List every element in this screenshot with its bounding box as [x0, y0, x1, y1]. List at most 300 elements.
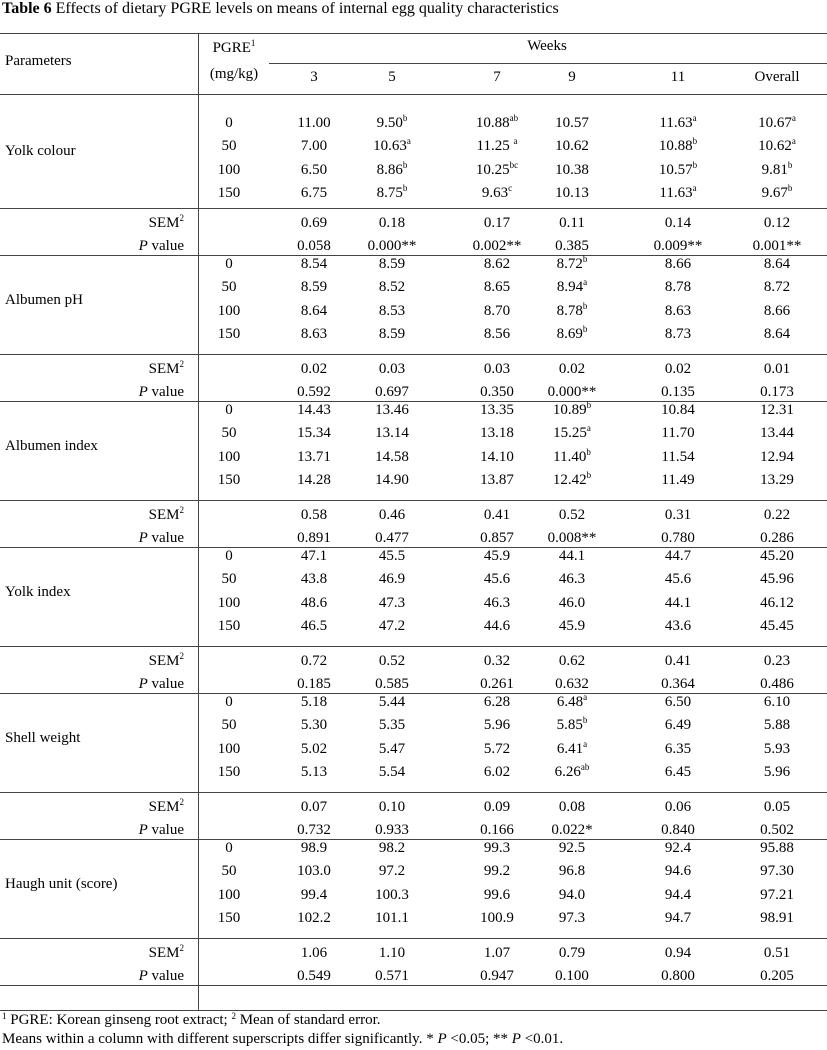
- p-value: 0.100: [555, 968, 589, 984]
- p-value: 0.009**: [653, 238, 703, 254]
- cell-value: 13.29: [760, 471, 794, 488]
- cell-value: 45.9: [558, 617, 586, 634]
- data-cell: [375, 887, 409, 904]
- cell-value: 8.62: [483, 256, 511, 272]
- cell-value: 6.50: [300, 161, 328, 178]
- cell-value: 9.63: [481, 184, 509, 201]
- sem-value: 0.23: [763, 653, 791, 669]
- pgre-level: 50: [221, 279, 237, 296]
- sem-value: 0.03: [378, 361, 406, 377]
- cell-value: 8.59: [378, 256, 406, 272]
- data-cell: [375, 425, 409, 442]
- data-cell: [301, 162, 327, 179]
- cell-value: 15.34: [297, 425, 331, 442]
- cell-value: 13.18: [480, 425, 514, 442]
- p-value: 0.135: [661, 384, 695, 400]
- pgre-level: 100: [217, 594, 241, 611]
- data-cell: [556, 323, 588, 343]
- sem-label: [149, 361, 184, 378]
- data-cell: [557, 717, 588, 734]
- sem-superscript: 2: [179, 505, 184, 515]
- data-cell: [377, 115, 408, 132]
- data-cell: [375, 402, 409, 419]
- cell-value: 103.0: [297, 863, 331, 880]
- data-cell: [760, 840, 794, 857]
- data-cell: [559, 840, 585, 857]
- pgre-level: 50: [221, 717, 237, 734]
- p-value-label: [139, 676, 184, 693]
- cell-value: 8.64: [763, 256, 791, 272]
- cell-value: 5.88: [763, 717, 791, 734]
- cell-superscript: c: [508, 182, 513, 193]
- data-cell: [764, 256, 790, 273]
- data-cell: [297, 863, 331, 880]
- data-cell: [665, 717, 691, 734]
- data-cell: [758, 138, 796, 155]
- data-cell: [760, 571, 794, 588]
- cell-value: 8.78: [556, 302, 583, 319]
- p-value: 0.173: [760, 384, 794, 400]
- p-rest: value: [147, 968, 184, 984]
- pgre-level: 0: [225, 694, 233, 710]
- data-cell: [484, 256, 510, 273]
- pgre-level: 100: [217, 302, 241, 319]
- cell-value: 8.75: [376, 184, 403, 201]
- cell-value: 97.3: [558, 909, 586, 926]
- cell-value: 46.0: [558, 594, 586, 611]
- table-label: Table 6: [2, 0, 52, 17]
- data-cell: [665, 764, 691, 781]
- sem-value: 0.69: [300, 215, 328, 231]
- cell-superscript: a: [406, 136, 411, 147]
- header-pgre-unit: (mg/kg): [209, 66, 259, 82]
- sem-value: 0.02: [664, 361, 692, 377]
- p-value: 0.585: [375, 676, 409, 692]
- cell-value: 45.45: [760, 617, 794, 634]
- data-cell: [559, 595, 585, 612]
- cell-superscript: b: [582, 300, 588, 311]
- group-rule: [0, 985, 827, 986]
- p-value: 0.800: [661, 968, 695, 984]
- data-cell: [760, 595, 794, 612]
- cell-value: 45.20: [760, 548, 794, 564]
- parameter-name: Albumen pH: [5, 292, 83, 309]
- rule-header: [0, 94, 827, 95]
- sem-value: 0.01: [763, 361, 791, 377]
- data-cell: [556, 738, 588, 758]
- data-cell: [665, 618, 691, 635]
- data-cell: [484, 571, 510, 588]
- sem-value: 0.22: [763, 507, 791, 523]
- p-value: 0.058: [297, 238, 331, 254]
- cell-value: 47.2: [378, 617, 406, 634]
- cell-value: 8.65: [483, 279, 511, 296]
- sem-value: 1.10: [378, 945, 406, 961]
- data-cell: [379, 303, 405, 320]
- cell-value: 10.38: [555, 161, 589, 178]
- pgre-level: 0: [225, 115, 233, 131]
- p-italic: P: [138, 676, 148, 692]
- p-value: 0.947: [480, 968, 514, 984]
- sem-superscript: 2: [179, 797, 184, 807]
- sem-value: 1.07: [483, 945, 511, 961]
- sem-value: 0.09: [483, 799, 511, 815]
- data-cell: [659, 182, 697, 202]
- cell-value: 97.2: [378, 863, 406, 880]
- data-cell: [480, 402, 514, 419]
- cell-value: 13.35: [480, 402, 514, 418]
- cell-value: 11.49: [661, 471, 695, 488]
- cell-value: 43.8: [300, 571, 328, 588]
- cell-value: 8.53: [378, 302, 406, 319]
- sem-text: SEM: [148, 945, 180, 961]
- cell-superscript: a: [583, 692, 588, 702]
- data-cell: [559, 618, 585, 635]
- data-cell: [477, 138, 518, 155]
- data-cell: [760, 863, 794, 880]
- data-cell: [376, 182, 408, 202]
- data-cell: [484, 595, 510, 612]
- cell-value: 8.52: [378, 279, 406, 296]
- cell-value: 10.25: [475, 161, 510, 178]
- cell-value: 6.41: [556, 740, 584, 757]
- data-cell: [665, 887, 691, 904]
- data-cell: [559, 863, 585, 880]
- p-value: 0.000**: [367, 238, 417, 254]
- cell-value: 10.67: [758, 115, 792, 131]
- data-cell: [555, 185, 589, 202]
- sem-label: [149, 653, 184, 670]
- cell-value: 10.88: [658, 138, 693, 155]
- cell-value: 8.73: [664, 325, 692, 342]
- data-cell: [301, 764, 327, 781]
- cell-superscript: a: [583, 277, 588, 288]
- cell-value: 13.87: [480, 471, 514, 488]
- group-rule: [0, 255, 827, 256]
- sem-superscript: 2: [179, 213, 184, 223]
- data-cell: [475, 159, 519, 179]
- cell-value: 46.9: [378, 571, 406, 588]
- sem-value: 0.31: [664, 507, 692, 523]
- cell-value: 5.02: [300, 740, 328, 757]
- cell-value: 11.54: [661, 448, 695, 465]
- data-cell: [379, 279, 405, 296]
- cell-value: 9.67: [761, 184, 788, 201]
- cell-superscript: a: [791, 113, 796, 123]
- cell-value: 6.26: [554, 763, 581, 780]
- p-value-label: [139, 822, 184, 839]
- sem-value: 0.62: [558, 653, 586, 669]
- cell-value: 6.35: [664, 740, 692, 757]
- data-cell: [301, 717, 327, 734]
- cell-value: 5.96: [763, 763, 791, 780]
- cell-value: 8.56: [483, 325, 511, 342]
- group-rule: [0, 500, 827, 501]
- data-cell: [375, 472, 409, 489]
- data-cell: [665, 279, 691, 296]
- data-cell: [484, 764, 510, 781]
- cell-value: 10.62: [758, 138, 792, 155]
- data-cell: [484, 863, 510, 880]
- cell-value: 6.49: [664, 717, 692, 734]
- column-header: 3: [310, 69, 318, 85]
- cell-superscript: b: [692, 159, 698, 170]
- p-value-label: [139, 530, 184, 547]
- data-cell: [379, 595, 405, 612]
- cell-value: 92.4: [664, 840, 692, 856]
- cell-value: 10.84: [661, 402, 695, 418]
- p-italic: P: [138, 822, 148, 838]
- cell-value: 44.1: [558, 548, 586, 564]
- group-rule: [0, 547, 827, 548]
- p-italic: P: [138, 238, 148, 254]
- data-cell: [764, 764, 790, 781]
- data-cell: [556, 300, 588, 320]
- sem-superscript: 2: [179, 651, 184, 661]
- footnote-2: Means within a column with different superscripts differ significantly. * P <0.05; ** P <0.01.: [2, 1031, 564, 1047]
- data-cell: [659, 115, 696, 132]
- data-cell: [661, 425, 694, 442]
- cell-value: 13.71: [297, 448, 331, 465]
- cell-superscript: b: [586, 400, 592, 410]
- cell-value: 5.96: [483, 717, 511, 734]
- cell-superscript: bc: [509, 159, 519, 170]
- p-value: 0.891: [297, 530, 331, 546]
- cell-value: 10.89: [552, 402, 587, 418]
- pgre-level: 0: [225, 548, 233, 564]
- cell-value: 8.72: [763, 279, 791, 296]
- cell-value: 95.88: [760, 840, 794, 856]
- cell-value: 99.2: [483, 863, 511, 880]
- data-cell: [761, 159, 793, 179]
- pgre-level: 0: [225, 402, 233, 418]
- data-cell: [484, 741, 510, 758]
- data-cell: [379, 256, 405, 273]
- cell-value: 45.5: [378, 548, 406, 564]
- pgre-level: 100: [217, 740, 241, 757]
- cell-value: 8.69: [556, 325, 583, 342]
- p-value: 0.502: [760, 822, 794, 838]
- cell-value: 8.66: [763, 302, 791, 319]
- data-cell: [760, 449, 794, 466]
- column-header: 11: [670, 69, 686, 85]
- cell-value: 97.30: [760, 863, 794, 880]
- data-cell: [665, 840, 691, 857]
- cell-value: 11.25: [476, 138, 514, 155]
- cell-value: 98.9: [300, 840, 328, 856]
- data-cell: [297, 425, 331, 442]
- cell-value: 5.85: [556, 717, 583, 734]
- cell-superscript: a: [692, 113, 697, 123]
- cell-value: 8.78: [664, 279, 692, 296]
- pgre-level: 0: [225, 256, 233, 272]
- cell-value: 48.6: [300, 594, 328, 611]
- cell-value: 6.28: [483, 694, 511, 710]
- data-cell: [480, 910, 514, 927]
- sem-value: 0.17: [483, 215, 511, 231]
- cell-value: 44.6: [483, 617, 511, 634]
- data-cell: [301, 887, 327, 904]
- cell-value: 6.48: [556, 694, 584, 710]
- data-cell: [301, 279, 327, 296]
- data-cell: [661, 402, 695, 419]
- p-value: 0.001**: [752, 238, 802, 254]
- cell-value: 8.64: [763, 325, 791, 342]
- data-cell: [484, 717, 510, 734]
- data-cell: [658, 159, 698, 179]
- pgre-level: 150: [217, 617, 241, 634]
- data-cell: [301, 618, 327, 635]
- data-cell: [555, 162, 589, 179]
- p-rest: value: [147, 530, 184, 546]
- p-value: 0.350: [480, 384, 514, 400]
- cell-value: 13.44: [760, 425, 794, 442]
- data-cell: [301, 694, 327, 711]
- cell-value: 8.54: [300, 256, 328, 272]
- p-value: 0.261: [480, 676, 514, 692]
- cell-value: 6.45: [664, 763, 692, 780]
- data-cell: [553, 402, 591, 419]
- p-value-label: [139, 384, 184, 401]
- column-divider: [198, 34, 199, 1011]
- data-cell: [379, 840, 405, 857]
- cell-value: 14.43: [297, 402, 331, 418]
- p-value: 0.632: [555, 676, 589, 692]
- sem-value: 0.12: [763, 215, 791, 231]
- cell-value: 14.58: [375, 448, 409, 465]
- sem-superscript: 2: [179, 359, 184, 369]
- data-cell: [559, 887, 585, 904]
- data-cell: [297, 115, 330, 132]
- cell-superscript: a: [692, 182, 697, 193]
- cell-superscript: b: [582, 254, 588, 264]
- pgre-level: 150: [217, 909, 241, 926]
- p-value: 0.022*: [551, 822, 593, 838]
- p-value: 0.185: [297, 676, 331, 692]
- p-value: 0.697: [375, 384, 409, 400]
- cell-value: 46.3: [483, 594, 511, 611]
- cell-value: 102.2: [297, 909, 331, 926]
- data-cell: [375, 910, 409, 927]
- cell-value: 98.2: [378, 840, 406, 856]
- data-cell: [553, 425, 591, 442]
- group-rule: [0, 792, 827, 793]
- cell-value: 10.63: [373, 138, 407, 155]
- cell-value: 12.42: [552, 471, 587, 488]
- data-cell: [559, 548, 585, 565]
- data-cell: [760, 402, 794, 419]
- pgre-level: 100: [217, 161, 241, 178]
- data-cell: [379, 548, 405, 565]
- pgre-level: 50: [221, 571, 237, 588]
- data-cell: [373, 138, 411, 155]
- cell-value: 44.7: [664, 548, 692, 564]
- p-value-label: [139, 968, 184, 985]
- cell-value: 45.9: [483, 548, 511, 564]
- cell-value: 8.70: [483, 302, 511, 319]
- data-cell: [555, 138, 589, 155]
- cell-value: 6.02: [483, 763, 511, 780]
- cell-value: 46.12: [760, 594, 794, 611]
- header-weeks: Weeks: [527, 38, 567, 54]
- cell-value: 11.63: [659, 115, 693, 131]
- p-value: 0.166: [480, 822, 514, 838]
- data-cell: [375, 449, 409, 466]
- data-cell: [301, 595, 327, 612]
- cell-value: 99.4: [300, 886, 328, 903]
- pgre-level: 0: [225, 840, 233, 856]
- cell-value: 6.50: [664, 694, 692, 710]
- data-cell: [764, 741, 790, 758]
- cell-value: 13.14: [375, 425, 409, 442]
- cell-superscript: ab: [509, 113, 519, 123]
- sem-label: [149, 507, 184, 524]
- cell-value: 46.3: [558, 571, 586, 588]
- cell-value: 5.30: [300, 717, 328, 734]
- data-cell: [758, 115, 796, 132]
- cell-value: 8.86: [376, 161, 403, 178]
- data-cell: [379, 764, 405, 781]
- sem-value: 0.10: [378, 799, 406, 815]
- data-cell: [557, 694, 587, 711]
- cell-value: 94.4: [664, 886, 692, 903]
- cell-value: 98.91: [760, 909, 794, 926]
- cell-value: 94.7: [664, 909, 692, 926]
- data-cell: [760, 887, 794, 904]
- data-cell: [665, 910, 691, 927]
- sem-value: 0.58: [300, 507, 328, 523]
- cell-value: 5.44: [378, 694, 406, 710]
- group-rule: [0, 401, 827, 402]
- cell-value: 94.6: [664, 863, 692, 880]
- data-cell: [764, 694, 790, 711]
- table-caption: [2, 0, 559, 18]
- cell-value: 47.3: [378, 594, 406, 611]
- sem-value: 0.52: [378, 653, 406, 669]
- p-rest: value: [147, 676, 184, 692]
- cell-superscript: b: [402, 159, 408, 170]
- sem-text: SEM: [148, 799, 180, 815]
- cell-value: 10.57: [555, 115, 589, 131]
- cell-value: 46.5: [300, 617, 328, 634]
- header-parameters: Parameters: [5, 53, 72, 69]
- cell-superscript: b: [582, 323, 588, 334]
- p-value: 0.780: [661, 530, 695, 546]
- data-cell: [376, 159, 408, 179]
- cell-value: 14.28: [297, 471, 331, 488]
- data-cell: [484, 840, 510, 857]
- sem-value: 0.46: [378, 507, 406, 523]
- cell-superscript: b: [582, 715, 588, 726]
- cell-superscript: a: [513, 136, 518, 147]
- cell-value: 13.46: [375, 402, 409, 418]
- pgre-level: 150: [217, 325, 241, 342]
- p-italic: P: [138, 384, 148, 400]
- data-cell: [379, 717, 405, 734]
- p-value: 0.549: [297, 968, 331, 984]
- data-cell: [379, 741, 405, 758]
- p-value: 0.286: [760, 530, 794, 546]
- cell-value: 9.81: [761, 161, 788, 178]
- group-rule: [0, 208, 827, 209]
- data-cell: [480, 449, 514, 466]
- cell-value: 8.66: [664, 256, 692, 272]
- p-value: 0.477: [375, 530, 409, 546]
- cell-value: 94.0: [558, 886, 586, 903]
- parameter-name: Albumen index: [5, 438, 98, 455]
- data-cell: [665, 256, 691, 273]
- sem-label: [149, 945, 184, 962]
